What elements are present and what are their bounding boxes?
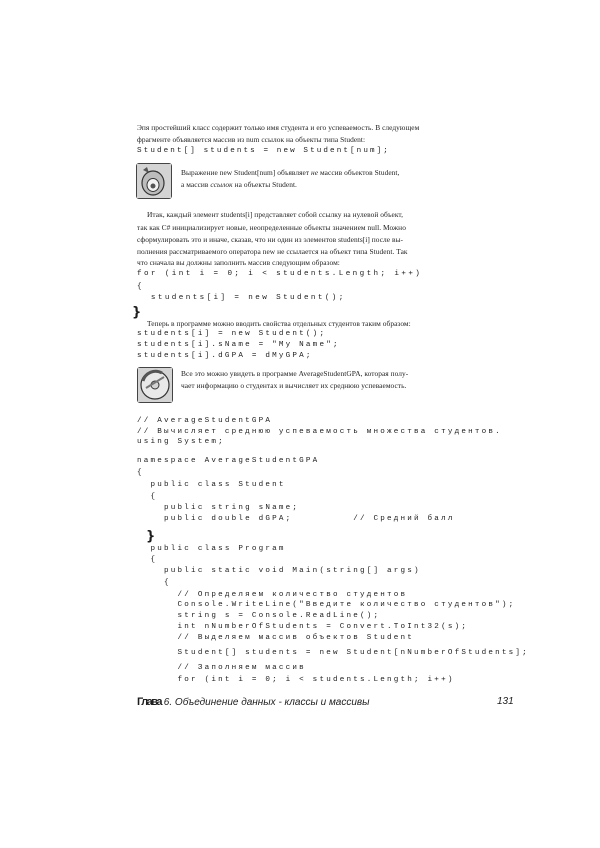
listing-line: namespace AverageStudentGPA <box>137 457 320 465</box>
code-line: students[i].sName = "My Name"; <box>137 341 340 349</box>
chapter-footer <box>137 697 370 708</box>
listing-line: // Вычисляет среднюю успеваемость множества студентов. <box>137 428 502 436</box>
listing-line: string s = Console.ReadLine(); <box>137 612 381 620</box>
code-line: students[i] = new Student(); <box>137 294 346 302</box>
listing-line: for (int i = 0; i < students.Length; i++) <box>137 676 455 684</box>
cd-icon <box>137 367 173 403</box>
listing-line: { <box>137 579 171 587</box>
listing-line: public static void Main(string[] args) <box>137 567 421 575</box>
note-line: Все это можно увидеть в программе AverageStudentGPA, которая полу- <box>181 369 409 378</box>
code-line: for (int i = 0; i < students.Length; i++) <box>137 270 423 278</box>
code-line: students[i] = new Student(); <box>137 330 327 338</box>
listing-line: { <box>137 469 144 477</box>
listing-line: // AverageStudentGPA <box>137 417 273 425</box>
listing-line: // Заполняем массив <box>137 664 306 672</box>
listing-line: // Выделяем массив объектов Student <box>137 634 415 642</box>
paragraph-line: фрагменте объявляется массив из num ссылок на объекты типа Student: <box>137 135 366 144</box>
page-number: 131 <box>497 696 514 707</box>
paragraph-line: Эпя простейший класс содержит только имя студента и его успеваемость. В следующем <box>137 123 420 132</box>
listing-line: { <box>137 556 158 564</box>
listing-line: public class Program <box>137 545 286 553</box>
chapter-word: Глава <box>137 696 162 708</box>
code-brace: } <box>146 529 156 544</box>
chapter-title: 6. Объединение данных - классы и массивы <box>161 697 370 708</box>
note-line: а массив ссылок на объекты Student. <box>181 180 297 189</box>
code-line: Student[] students = new Student[num]; <box>137 147 390 155</box>
paragraph-line: так как C# инициализирует новые, неопределенные объекты значением null. Можно <box>137 223 406 232</box>
code-brace: } <box>132 305 142 320</box>
listing-line: { <box>137 493 158 501</box>
listing-line: Console.WriteLine("Введите количество студентов"); <box>137 601 516 609</box>
listing-line: // Определяем количество студентов <box>137 591 408 599</box>
note-line: Выражение new Student[num] объявляет не массив объектов Student, <box>181 168 400 177</box>
note-icon <box>136 163 172 199</box>
paragraph-line: полнения рассматриваемого оператора new не ссылается на объект типа Student. Так <box>137 247 408 256</box>
code-line: { <box>137 283 144 291</box>
paragraph-line: Теперь в программе можно вводить свойства отдельных студентов таким образом: <box>147 319 411 328</box>
paragraph-line: Итак, каждый элемент students[i] представляет собой ссылку на нулевой объект, <box>147 210 404 219</box>
listing-line: public double dGPA; // Средний балл <box>137 515 455 523</box>
listing-line: int nNumberOfStudents = Convert.ToInt32(s); <box>137 623 469 631</box>
code-line: students[i].dGPA = dMyGPA; <box>137 352 313 360</box>
note-line: чает информацию о студентах и вычисляет их среднюю успеваемость. <box>181 381 407 390</box>
listing-line: public class Student <box>137 481 286 489</box>
paragraph-line: что сначала вы должны заполнить массив следующим образом: <box>137 258 340 267</box>
listing-line: Student[] students = new Student[nNumberOfStudents]; <box>137 649 529 657</box>
listing-line: using System; <box>137 438 225 446</box>
listing-line: public string sName; <box>137 504 300 512</box>
paragraph-line: сформулировать это и иначе, сказав, что ни один из элементов students[i] после вы- <box>137 235 404 244</box>
